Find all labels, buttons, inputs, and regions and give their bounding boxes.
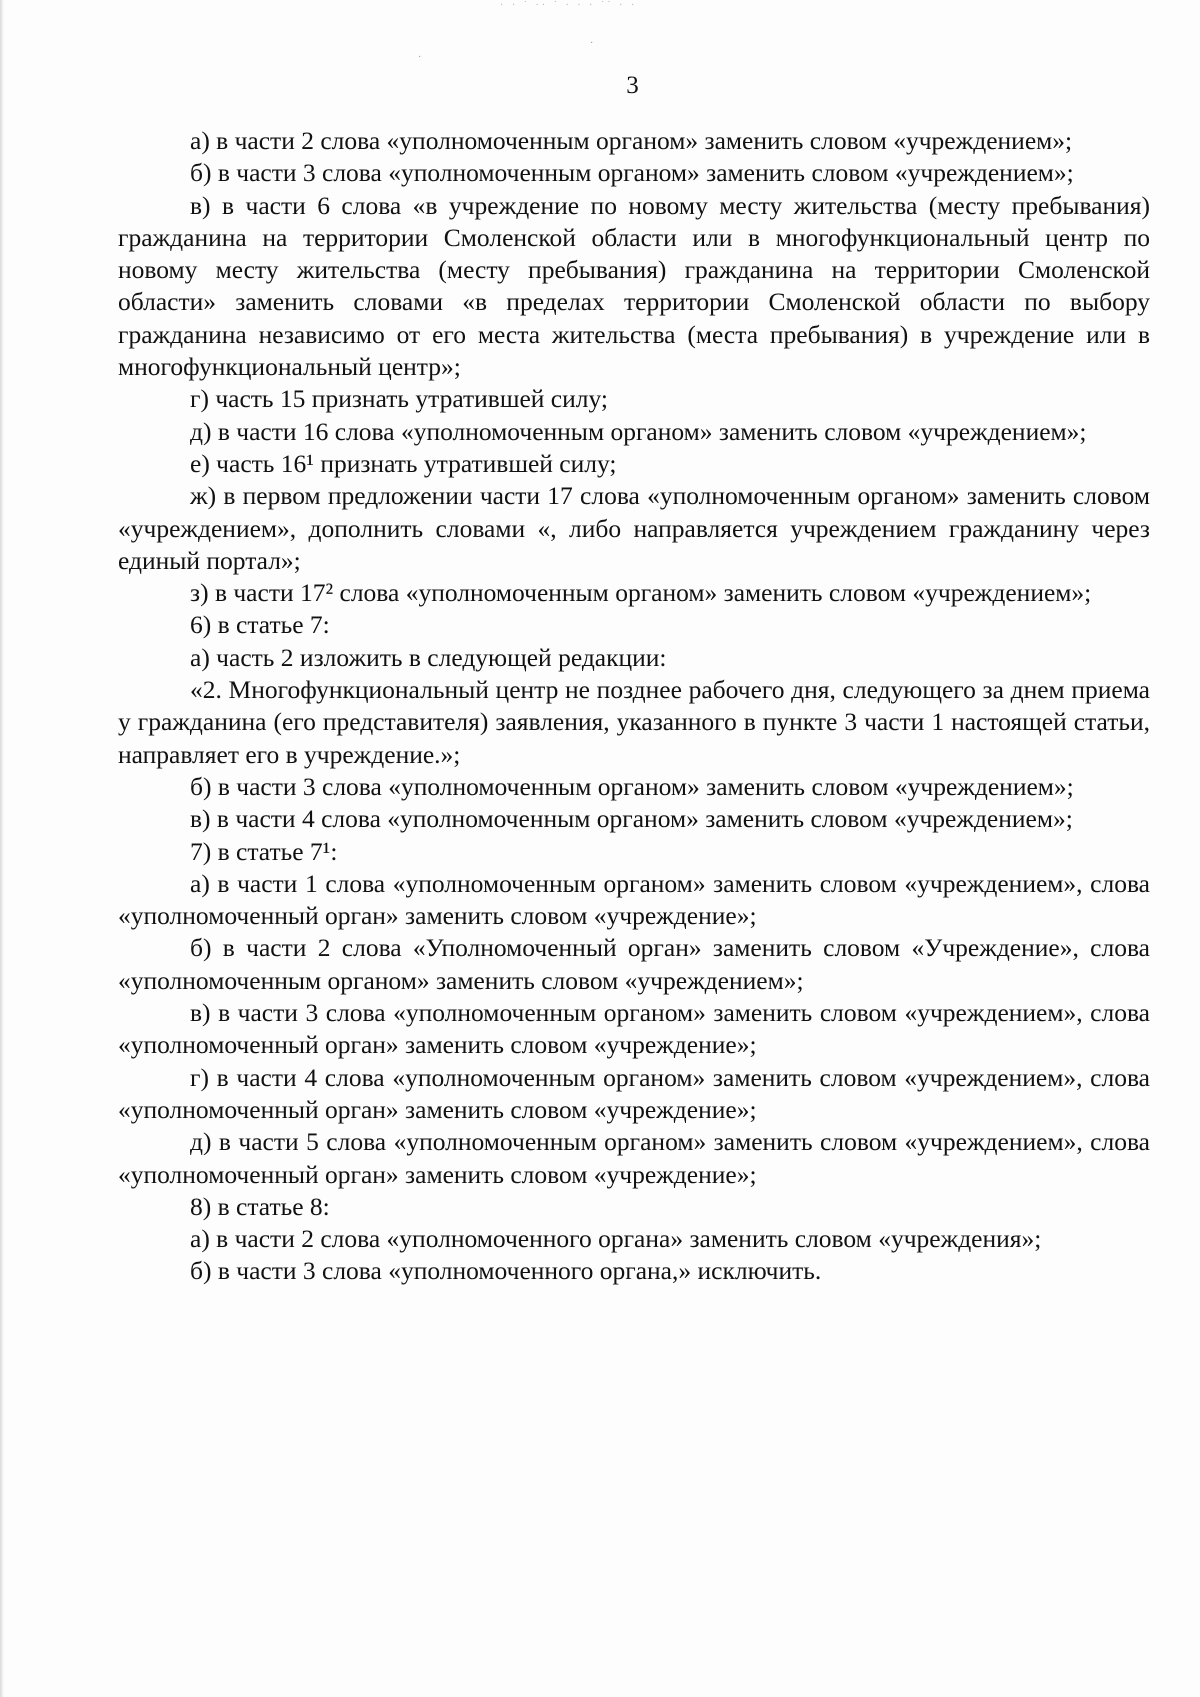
paragraph: а) часть 2 изложить в следующей редакции:: [190, 642, 667, 672]
scan-artifact: · · ˙ ·· ˙ · · · ˙˙ · ·: [500, 0, 638, 11]
paragraph: в) в части 4 слова «уполномоченным органом» заменить словом «учреждением»;: [190, 804, 1073, 834]
paragraph: в) в части 3 слова «уполномоченным органом» заменить словом «учреждением», слова «уполномоченный орган» заменить словом «учреждение»;: [118, 998, 1157, 1060]
paragraph: а) в части 2 слова «уполномоченным органом» заменить словом «учреждением»;: [190, 126, 1073, 155]
paragraph: б) в части 3 слова «уполномоченным органом» заменить словом «учреждением»;: [190, 158, 1074, 188]
paragraph: е) часть 16¹ признать утратившей силу;: [190, 448, 617, 478]
paragraph: а) в части 1 слова «уполномоченным органом» заменить словом «учреждением», слова «уполномоченный орган» заменить словом «учреждение»;: [118, 868, 1157, 931]
paragraph: ж) в первом предложении части 17 слова «уполномоченным органом» заменить словом «учреждением», дополнить словами «, либо направляется учреждением гражданину через единый портал»;: [118, 481, 1157, 575]
paragraph: 7) в статье 7¹:: [190, 836, 338, 866]
document-body: [118, 125, 1157, 1288]
paragraph: в) в части 6 слова «в учреждение по новому месту жительства (месту пребывания) гражданина на территории Смоленской области или в многофункциональный центр по новому месту жительства (месту пребывания) гражданина на территории Смоленской области» заменить словами «в пределах территории Смоленской области по выбору гражданина независимо от его места жительства (места пребывания) в учреждение или в многофункциональный центр»;: [118, 190, 1157, 382]
paragraph: 8) в статье 8:: [190, 1191, 330, 1221]
scan-speck: ·: [418, 52, 422, 63]
scan-edge-shadow: [0, 0, 4, 1697]
scan-speck: ·: [590, 38, 594, 49]
paragraph: г) в части 4 слова «уполномоченным органом» заменить словом «учреждением», слова «уполномоченный орган» заменить словом «учреждение»;: [118, 1062, 1157, 1124]
paragraph: а) в части 2 слова «уполномоченного органа» заменить словом «учреждения»;: [190, 1224, 1042, 1254]
paragraph: д) в части 16 слова «уполномоченным органом» заменить словом «учреждением»;: [190, 416, 1087, 446]
page-number: 3: [626, 72, 639, 99]
paragraph: д) в части 5 слова «уполномоченным органом» заменить словом «учреждением», слова «уполномоченный орган» заменить словом «учреждение»;: [118, 1127, 1157, 1189]
paragraph: г) часть 15 признать утратившей силу;: [190, 384, 608, 414]
paragraph: б) в части 3 слова «уполномоченным органом» заменить словом «учреждением»;: [190, 771, 1074, 801]
paragraph: з) в части 17² слова «уполномоченным органом» заменить словом «учреждением»;: [190, 578, 1092, 608]
paragraph: б) в части 3 слова «уполномоченного органа,» исключить.: [190, 1256, 822, 1286]
paragraph: «2. Многофункциональный центр не позднее рабочего дня, следующего за днем приема у гражданина (его представителя) заявления, указанного в пункте 3 части 1 настоящей статьи, направляет его в учреждение.»;: [118, 675, 1157, 769]
paragraph: б) в части 2 слова «Уполномоченный орган» заменить словом «Учреждение», слова «уполномоченным органом» заменить словом «учреждением»;: [118, 933, 1157, 995]
paragraph: 6) в статье 7:: [190, 610, 330, 640]
